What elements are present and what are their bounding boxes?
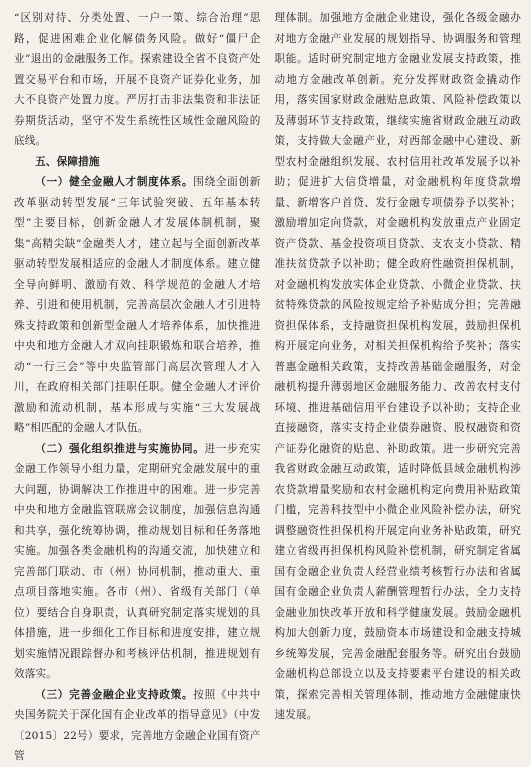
paragraph-talent-system [14, 172, 261, 439]
organization-body: 进一步充实金融工作领导小组力量，定期研究金融发展中的重大问题，协调解决工作推进中的困难。进一步完善中央和地方金融监管联席会议制度，加强信息沟通和共享，强化统筹协调，推动规划目标和任务落地实施。加强各类金融机构的沟通交流，加快建立和完善部门联动、市（州）协同机制，推动重大、重点项目落地实施。各市（州）、省级有关部门（单位）要结合自身职责，认真研究制定落实规划的具体措施，进一步细化工作目标和进度安排，建立规划实施情况跟踪督办和考核评估机制，推进规划有效落实。 [14, 442, 261, 680]
subheading-organization: （二）强化组织推进与实施协同。 [35, 442, 205, 455]
subheading-talent-system: （一）健全金融人才制度体系。 [35, 176, 194, 188]
paragraph-policy-continued: 理体制。加强地方金融企业建设，强化各级金融办对地方金融产业发展的规划指导、协调服务和管理职能。适时研究制定地方金融业发展支持政策，推动地方金融改革创新。充分发挥财政资金撬动作用，落实国家财政金融贴息政策、风险补偿政策以及薄弱环节支持政策，继续实施省财政金融互动政策，支持做大金融产业，对西部金融中心建设、新型农村金融组织发展、农村信用社改革发展予以补助；促进扩大信贷增量，对金融机构年度贷款增量、新增客户首贷、发行金融专项债券予以奖补；激励增加定向贷款，对金融机构发放重点产业固定资产贷款、基金投资项目贷款、支农支小贷款、精准扶贫贷款予以补助；健全政府性融资担保机制，对金融机构发放实体企业贷款、小微企业贷款、扶贫特殊贷款的风险按规定给予补贴成分担；完善融资担保体系，支持融资担保机构发展，鼓励担保机构开展定向业务，对相关担保机构给予奖补；落实普惠金融相关政策，支持改善基础金融服务，对金融机构提升薄弱地区金融服务能力、改善农村支付环境、推进基础信用平台建设予以补助；支持企业直接融资，落实支持企业债券融资、股权融资和资产证券化融资的贴息、补助政策。进一步研究完善我省财政金融互动政策，适时降低县域金融机构涉农贷款增量奖励和农村金融机构定向费用补贴政策门槛，完善科技型中小微企业风险补偿办法，研究调整融资性担保机构开展定向业务补贴政策，研究建立省级再担保机构风险补偿机制，研究制定省属国有金融企业负责人经营业绩考核暂行办法和省属国有金融企业负责人薪酬管理暂行办法，全力支持金融业加快改革开放和科学健康发展。鼓励金融机构加大创新力度，鼓励资本市场建设和金融支持城乡统筹发展，完善金融配套服务等。研究出台鼓励金融机构总部设立以及支持要素平台建设的相关政策，探索完善相关管理体制，推动地方金融健康快速发展。 [274, 12, 521, 721]
paragraph-organization [14, 439, 261, 685]
left-column [14, 8, 261, 762]
policy-support-body: 按照《中共中央国务院关于深化国有企业改革的指导意见》（中发〔2015〕22号）要求，完善地方金融企业国有资产管 [14, 688, 261, 762]
talent-system-body: 围绕全面创新改革驱动转型发展“三年试验突破、五年基本转型”主要目标，创新金融人才发展体制机制，聚集“高精尖缺”金融类人才，建立起与全面创新改革驱动转型发展相适应的金融人才制度体系。建立健全导向鲜明、激励有效、科学规范的金融人才培养、引进和使用机制，完善高层次金融人才引进特殊支持政策和创新型金融人才培养体系，加快推进中央和地方金融人才双向挂职锻炼和联合培养，推动“一行三会”等中央监管部门高层次管理人才入川，在政府相关部门挂职任职。健全金融人才评价激励和流动机制，基本形成与实施“三大发展战略”相匹配的金融人才队伍。 [14, 176, 261, 434]
subheading-policy-support: （三）完善金融企业支持政策。 [35, 688, 194, 701]
paragraph-risk-control: “区别对待、分类处置、一户一策、综合治理”思路，促进困难企业化解债务风险。做好“僵尸企业”退出的金融服务工作。探索建设全省不良资产处置交易平台和市场，开展不良资产证券化业务，加大不良资产处置力度。严厉打击非法集资和非法证券期货活动，坚守不发生系统性区域性金融风险的底线。 [14, 12, 261, 147]
section-heading-safeguards: 五、保障措施 [35, 155, 100, 168]
right-column [274, 8, 522, 721]
paragraph-policy-support [14, 685, 261, 767]
